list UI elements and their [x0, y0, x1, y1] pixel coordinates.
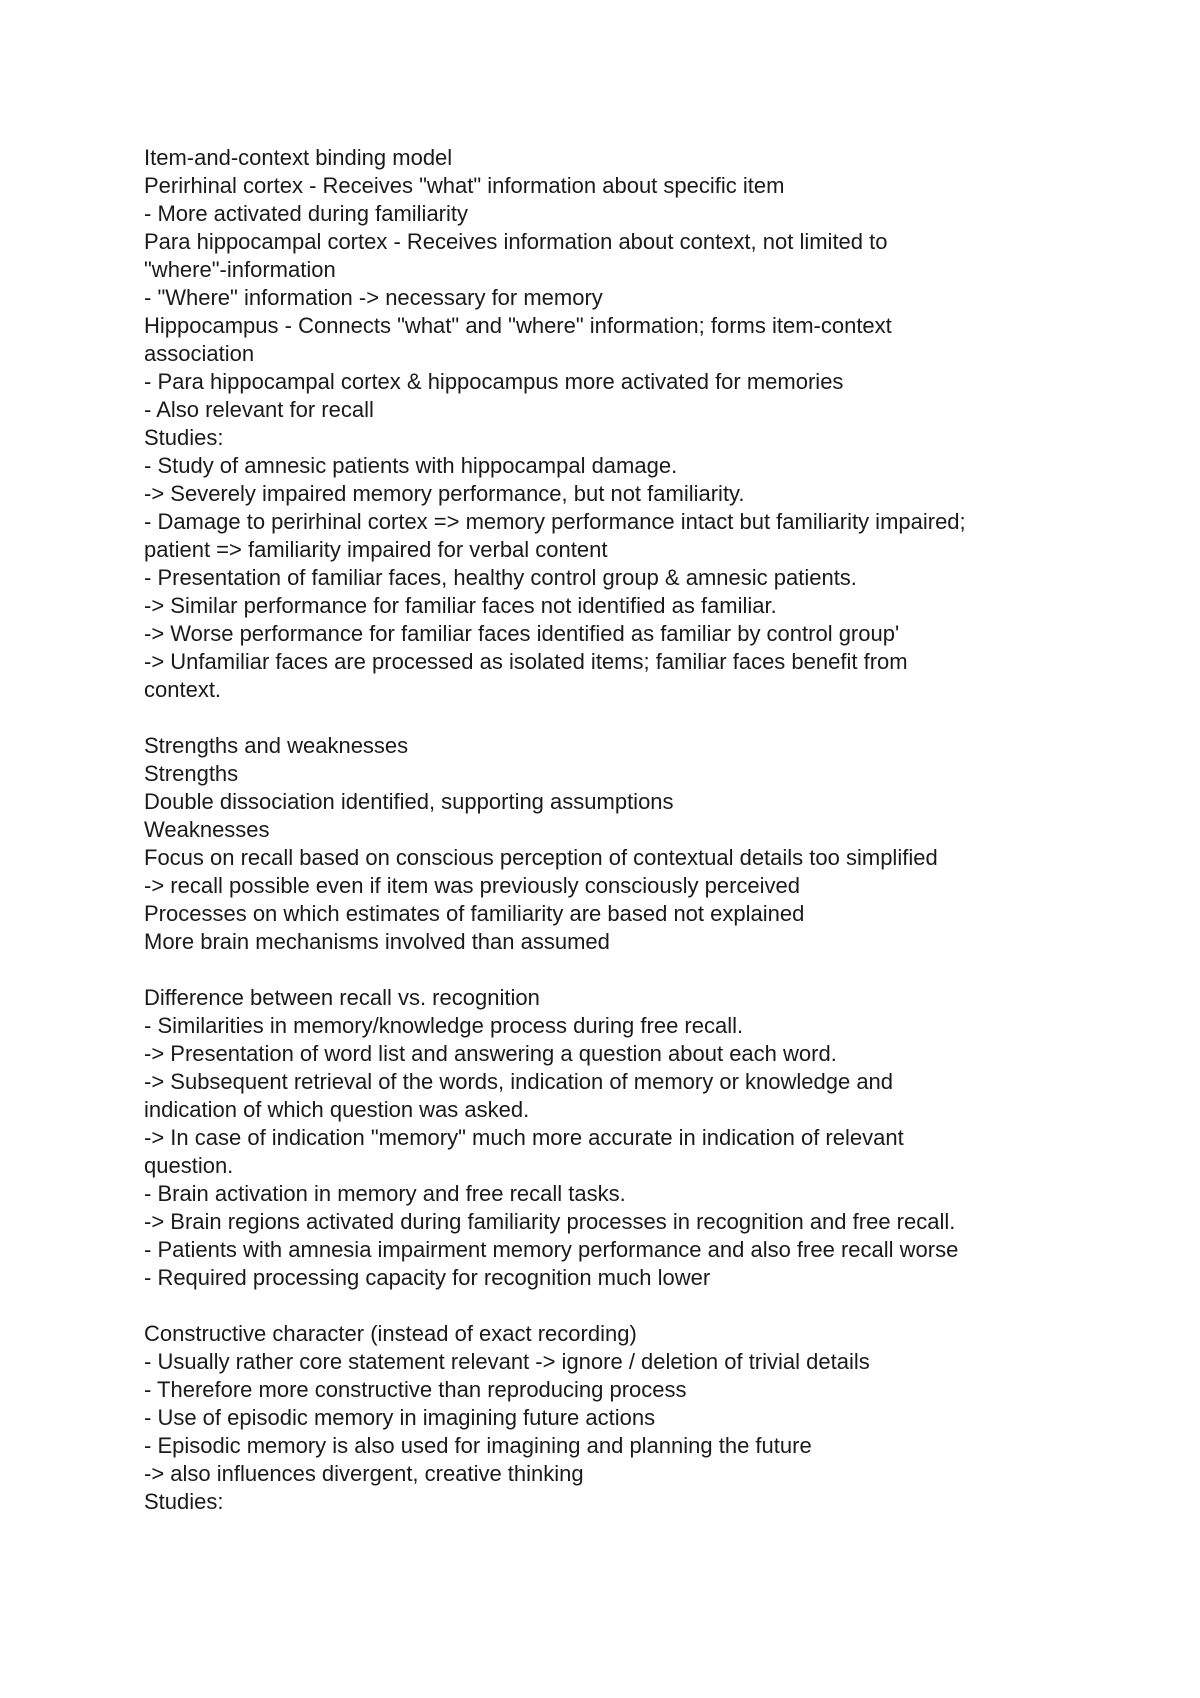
text-line: Strengths and weaknesses — [144, 733, 409, 758]
text-line: More brain mechanisms involved than assumed — [144, 929, 610, 954]
text-line: Para hippocampal cortex - Receives information about context, not limited to — [144, 229, 888, 254]
text-line: -> Severely impaired memory performance, but not familiarity. — [144, 481, 745, 506]
text-line: -> In case of indication "memory" much more accurate in indication of relevant — [144, 1125, 904, 1150]
text-line: Constructive character (instead of exact recording) — [144, 1321, 637, 1346]
text-line: -> Worse performance for familiar faces identified as familiar by control group' — [144, 621, 900, 646]
text-line: context. — [144, 677, 222, 702]
text-line: -> Unfamiliar faces are processed as isolated items; familiar faces benefit from — [144, 649, 908, 674]
text-line: -> Brain regions activated during familiarity processes in recognition and free recall. — [144, 1209, 956, 1234]
text-line: Double dissociation identified, supporting assumptions — [144, 789, 674, 814]
text-line: - Also relevant for recall — [144, 397, 374, 422]
text-line: Strengths — [144, 761, 239, 786]
blank-line — [144, 1292, 1084, 1320]
document-body — [144, 144, 1084, 1516]
blank-line — [144, 704, 1084, 732]
text-line: - More activated during familiarity — [144, 201, 469, 226]
text-line: - Required processing capacity for recognition much lower — [144, 1265, 711, 1290]
text-line: Focus on recall based on conscious perception of contextual details too simplified — [144, 845, 938, 870]
text-line: - Study of amnesic patients with hippocampal damage. — [144, 453, 678, 478]
text-line: - Damage to perirhinal cortex => memory performance intact but familiarity impaired; — [144, 509, 966, 534]
text-line: - Usually rather core statement relevant -> ignore / deletion of trivial details — [144, 1349, 870, 1374]
text-line: - Presentation of familiar faces, healthy control group & amnesic patients. — [144, 565, 857, 590]
text-line: Item-and-context binding model — [144, 145, 453, 170]
text-line: patient => familiarity impaired for verbal content — [144, 537, 608, 562]
text-line: association — [144, 341, 255, 366]
text-line: -> Similar performance for familiar faces not identified as familiar. — [144, 593, 777, 618]
text-line: -> also influences divergent, creative thinking — [144, 1461, 584, 1486]
text-line: - Para hippocampal cortex & hippocampus more activated for memories — [144, 369, 844, 394]
text-line: Difference between recall vs. recognition — [144, 985, 540, 1010]
text-line: - "Where" information -> necessary for memory — [144, 285, 603, 310]
text-line: - Brain activation in memory and free recall tasks. — [144, 1181, 626, 1206]
text-line: Studies: — [144, 425, 224, 450]
text-line: Hippocampus - Connects "what" and "where" information; forms item-context — [144, 313, 892, 338]
text-line: -> recall possible even if item was previously consciously perceived — [144, 873, 801, 898]
text-line: Weaknesses — [144, 817, 270, 842]
blank-line — [144, 956, 1084, 984]
text-line: - Therefore more constructive than reproducing process — [144, 1377, 687, 1402]
text-line: Processes on which estimates of familiarity are based not explained — [144, 901, 805, 926]
text-line: -> Presentation of word list and answering a question about each word. — [144, 1041, 837, 1066]
text-line: "where"-information — [144, 257, 336, 282]
text-line: question. — [144, 1153, 234, 1178]
text-line: - Episodic memory is also used for imagining and planning the future — [144, 1433, 812, 1458]
text-line: Studies: — [144, 1489, 224, 1514]
text-line: -> Subsequent retrieval of the words, indication of memory or knowledge and — [144, 1069, 894, 1094]
text-line: indication of which question was asked. — [144, 1097, 530, 1122]
text-line: - Use of episodic memory in imagining future actions — [144, 1405, 656, 1430]
text-line: - Similarities in memory/knowledge process during free recall. — [144, 1013, 744, 1038]
text-line: - Patients with amnesia impairment memory performance and also free recall worse — [144, 1237, 959, 1262]
text-line: Perirhinal cortex - Receives "what" information about specific item — [144, 173, 785, 198]
